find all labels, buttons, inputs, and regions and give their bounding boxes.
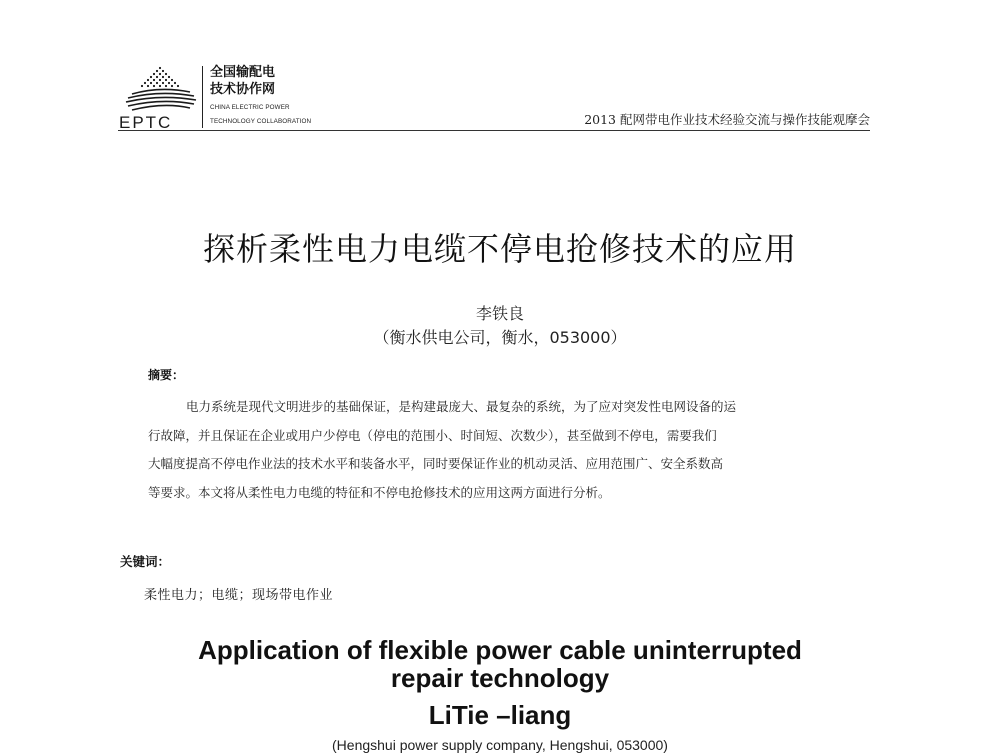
keywords-list: 柔性电力；电缆；现场带电作业 [144,588,334,603]
affiliation-en: (Hengshui power supply company, Hengshui, 053000) [332,737,668,753]
paper-title-en-line2: repair technology [390,663,610,693]
org-name-en-line2: TECHNOLOGY COLLABORATION [210,117,312,125]
paper-title-en-line1: Application of flexible power cable uninterrupted [198,635,802,665]
abstract-label: 摘要： [148,368,185,382]
keywords-label: 关键词： [120,554,171,569]
abstract-line: 大幅度提高不停电作业法的技术水平和装备水平，同时要保证作业的机动灵活、应用范围广、安全系数高 [148,456,724,471]
author-cn: 李铁良 [475,304,524,323]
abstract-line: 电力系统是现代文明进步的基础保证，是构建最庞大、最复杂的系统，为了应对突发性电网设备的运 [186,399,737,414]
abstract-line: 等要求。本文将从柔性电力电缆的特征和不停电抢修技术的应用这两方面进行分析。 [148,484,611,500]
eptc-logo-icon [118,62,202,130]
abstract-line: 行故障，并且保证在企业或用户少停电（停电的范围小、时间短、次数少），甚至做到不停电，需要我们 [148,427,717,443]
paper-title-en [0,636,1000,692]
org-name-en-line1: CHINA ELECTRIC POWER [210,104,290,111]
paper-title-cn: 探析柔性电力电缆不停电抢修技术的应用 [202,230,797,268]
abstract-body [148,393,838,507]
page-header [118,58,870,134]
svg-text:EPTC: EPTC [119,113,173,130]
logo-divider [202,66,203,128]
header-rule [118,130,870,131]
org-name-cn-line2: 技术协作网 [210,82,276,97]
author-en: LiTie –liang [428,700,572,730]
affiliation-cn: （衡水供电公司，衡水，053000） [373,328,627,347]
conference-title: 2013 配网带电作业技术经验交流与操作技能观摩会 [584,112,870,127]
org-name-cn-line1: 全国输配电 [210,65,276,80]
logo-text [210,64,311,125]
